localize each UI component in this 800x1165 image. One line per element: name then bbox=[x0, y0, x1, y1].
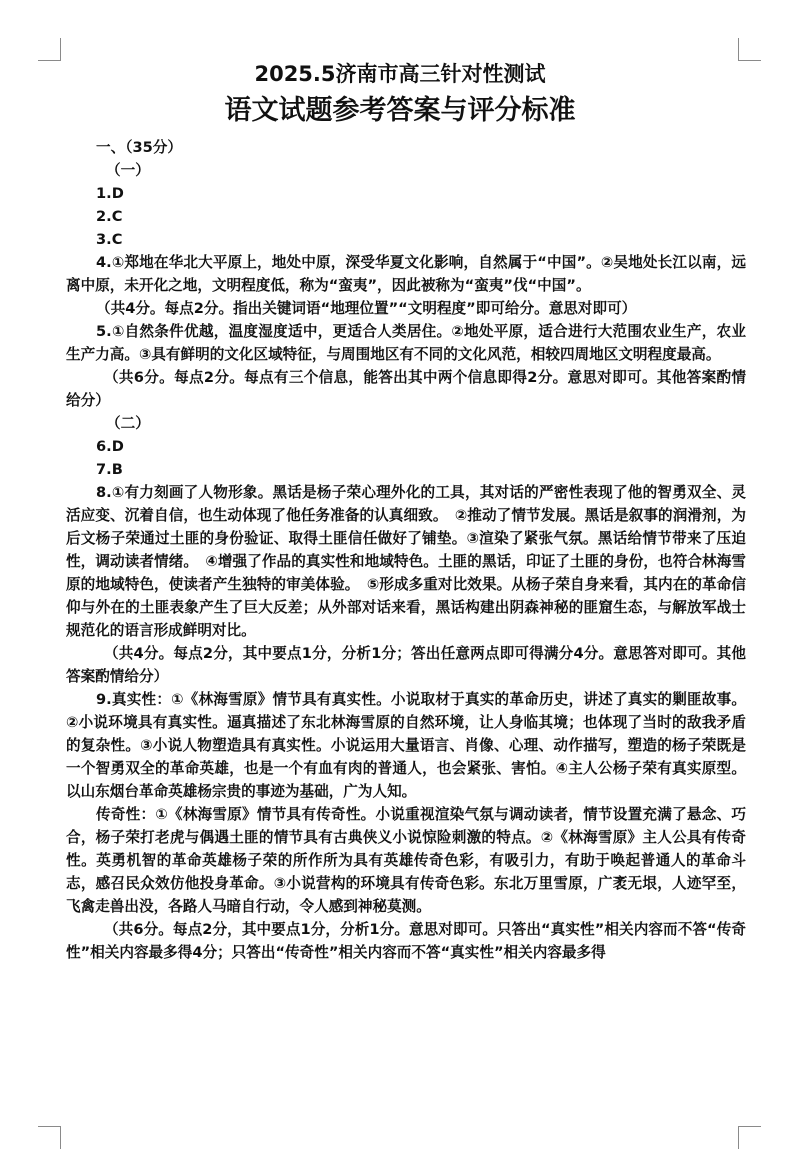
crop-mark-bottom-right bbox=[738, 1126, 761, 1149]
crop-mark-top-right bbox=[738, 38, 761, 61]
document-title: 2025.5济南市高三针对性测试 bbox=[254, 62, 546, 86]
answer-q4: 4.①郑地在华北大平原上，地处中原，深受华夏文化影响，自然属于“中国”。②吴地处长江以南，远离中原，未开化之地，文明程度低，称为“蛮夷”，因此被称为“蛮夷”伐“中国”。 bbox=[66, 254, 746, 294]
answer-q8: 8.①有力刻画了人物形象。黑话是杨子荣心理外化的工具，其对话的严密性表现了他的智勇双全、灵活应变、沉着自信，也生动体现了他任务准备的认真细致。 ②推动了情节发展。黑话是叙事的润滑剂，为后文杨子荣通过土匪的身份验证、取得土匪信任做好了铺垫。③渲染了紧张气氛。黑话给情节带来了压迫性，调动读者情绪。 ④增强了作品的真实性和地域特色。土匪的黑话，印证了土匪的身份，也符合林海雪原的地域特色，使读者产生独特的审美体验。 ⑤形成多重对比效果。从杨子荣自身来看，其内在的革命信仰与外在的土匪表象产生了巨大反差；从外部对话来看，黑话构建出阴森神秘的匪窟生态，与解放军战士规范化的语言形成鲜明对比。 bbox=[66, 484, 746, 639]
part-label-2: （二） bbox=[106, 415, 150, 432]
answer-q9-legend: 传奇性：①《林海雪原》情节具有传奇性。小说重视渲染气氛与调动读者，情节设置充满了悬念、巧合，杨子荣打老虎与偶遇土匪的情节具有古典侠义小说惊险刺激的特点。②《林海雪原》主人公具有传奇性。英勇机智的革命英雄杨子荣的所作所为具有英雄传奇色彩，有吸引力，有助于唤起普通人的革命斗志，感召民众效仿他投身革命。③小说营构的环境具有传奇色彩。东北万里雪原，广袤无垠，人迹罕至，飞禽走兽出没，各路人马暗自行动，令人感到神秘莫测。 bbox=[66, 806, 746, 915]
scoring-q9: （共6分。每点2分，其中要点1分，分析1分。意思对即可。只答出“真实性”相关内容而不答“传奇性”相关内容最多得4分；只答出“传奇性”相关内容而不答“真实性”相关内容最多得 bbox=[66, 921, 746, 961]
part-label-1: （一） bbox=[106, 162, 150, 179]
answer-q6: 6.D bbox=[96, 438, 124, 455]
answer-q9-realism: 9.真实性：①《林海雪原》情节具有真实性。小说取材于真实的革命历史，讲述了真实的剿匪故事。②小说环境具有真实性。逼真描述了东北林海雪原的自然环境，让人身临其境；也体现了当时的敌我矛盾的复杂性。③小说人物塑造具有真实性。小说运用大量语言、肖像、心理、动作描写，塑造的杨子荣既是一个智勇双全的革命英雄，也是一个有血有肉的普通人，也会紧张、害怕。④主人公杨子荣有真实原型。以山东烟台革命英雄杨宗贵的事迹为基础，广为人知。 bbox=[66, 691, 746, 800]
scoring-q4: （共4分。每点2分。指出关键词语“地理位置”“文明程度”即可给分。意思对即可） bbox=[96, 300, 637, 317]
crop-mark-top-left bbox=[38, 38, 61, 61]
answer-q3: 3.C bbox=[96, 231, 123, 248]
section-heading: 一、（35分） bbox=[96, 139, 182, 156]
answer-q1: 1.D bbox=[96, 185, 124, 202]
answer-content bbox=[66, 136, 746, 964]
answer-q7: 7.B bbox=[96, 461, 123, 478]
document-subtitle: 语文试题参考答案与评分标准 bbox=[224, 95, 576, 126]
scoring-q8: （共4分。每点2分，其中要点1分，分析1分；答出任意两点即可得满分4分。意思答对即可。其他答案酌情给分） bbox=[66, 645, 746, 685]
answer-q5: 5.①自然条件优越，温度湿度适中，更适合人类居住。②地处平原，适合进行大范围农业生产，农业生产力高。③具有鲜明的文化区域特征，与周围地区有不同的文化风范，相较四周地区文明程度最高。 bbox=[66, 323, 746, 363]
scoring-q5: （共6分。每点2分。每点有三个信息，能答出其中两个信息即得2分。意思对即可。其他答案酌情给分） bbox=[66, 369, 746, 409]
answer-q2: 2.C bbox=[96, 208, 123, 225]
crop-mark-bottom-left bbox=[38, 1126, 61, 1149]
